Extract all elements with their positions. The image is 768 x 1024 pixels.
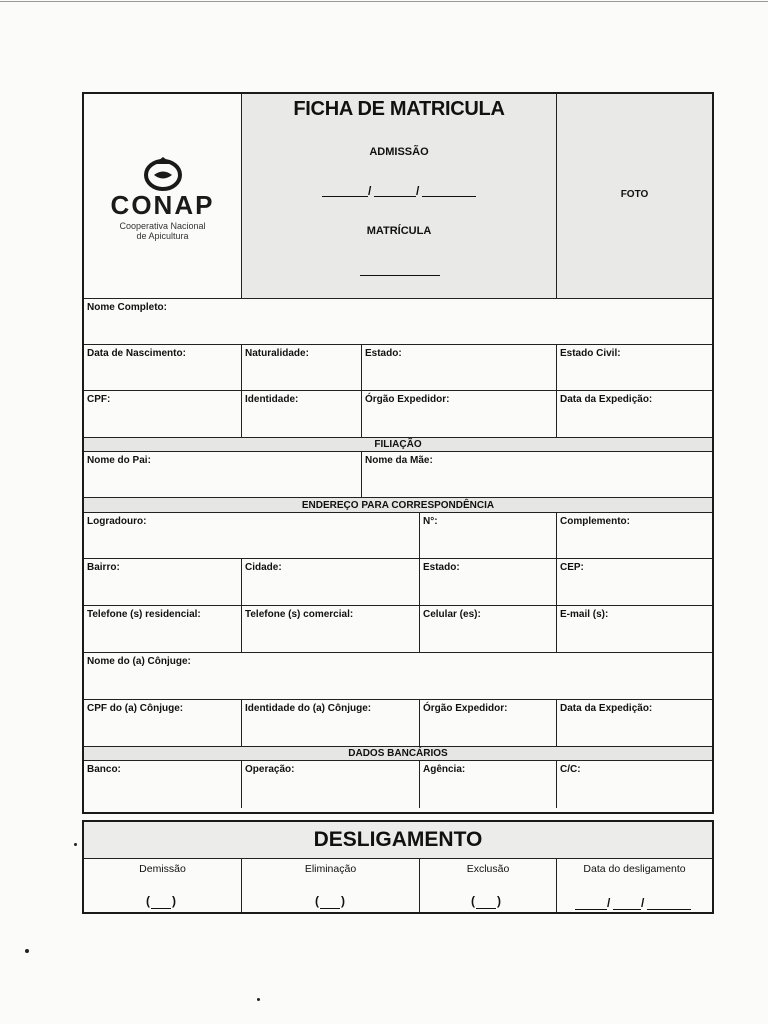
data-expedicao-field[interactable] (557, 391, 712, 438)
telefone-comercial-field[interactable] (242, 606, 420, 653)
conta-corrente-field[interactable] (557, 761, 712, 808)
exclusao-option[interactable] (420, 859, 557, 912)
telefone-residencial-field[interactable] (84, 606, 242, 653)
enrollment-form (82, 92, 714, 814)
numero-field[interactable] (420, 513, 557, 559)
conjuge-data-expedicao-field[interactable] (557, 700, 712, 747)
bairro-field[interactable] (84, 559, 242, 606)
date-slash: / (368, 184, 372, 198)
field-label: CPF: (87, 394, 111, 405)
dados-bancarios-header: DADOS BANCÁRIOS (84, 747, 712, 761)
field-label: Complemento: (560, 516, 630, 527)
option-label: Exclusão (466, 863, 510, 875)
field-label: Data da Expedição: (560, 703, 653, 714)
data-desligamento-field[interactable] (557, 859, 712, 912)
field-label: E-mail (s): (560, 609, 609, 620)
form-title: FICHA DE MATRICULA (293, 98, 505, 120)
logo-subtitle-1: Cooperativa Nacional (119, 221, 206, 231)
scan-speck (74, 843, 77, 846)
field-label: Banco: (87, 764, 121, 775)
banco-field[interactable] (84, 761, 242, 808)
field-label: Data de Nascimento: (87, 348, 186, 359)
option-label: Data do desligamento (583, 863, 686, 875)
logo-cell (84, 94, 242, 299)
field-label: Órgão Expedidor: (423, 703, 508, 714)
operacao-field[interactable] (242, 761, 420, 808)
date-slash: / (607, 896, 611, 910)
endereco-estado-field[interactable] (420, 559, 557, 606)
date-slash: / (641, 896, 645, 910)
conjuge-orgao-expedidor-field[interactable] (420, 700, 557, 747)
foto-label: FOTO (620, 189, 649, 200)
page-top-rule (0, 1, 768, 2)
conap-logo-icon (141, 154, 185, 192)
option-label: Demissão (139, 863, 186, 875)
scan-speck (257, 998, 260, 1001)
field-label: N°: (423, 516, 438, 527)
nome-mae-field[interactable] (362, 452, 712, 498)
identidade-conjuge-field[interactable] (242, 700, 420, 747)
agencia-field[interactable] (420, 761, 557, 808)
field-label: Telefone (s) comercial: (245, 609, 354, 620)
demissao-option[interactable] (84, 859, 242, 912)
naturalidade-field[interactable] (242, 345, 362, 391)
field-label: Estado Civil: (560, 348, 621, 359)
cidade-field[interactable] (242, 559, 420, 606)
logo-name: CONAP (110, 190, 215, 220)
field-label: Órgão Expedidor: (365, 394, 450, 405)
photo-cell (557, 94, 712, 299)
field-label: Logradouro: (87, 516, 147, 527)
field-label: Cidade: (245, 562, 282, 573)
logo-subtitle-2: de Apicultura (136, 231, 189, 241)
field-label: Celular (es): (423, 609, 481, 620)
desligamento-title: DESLIGAMENTO (84, 822, 712, 859)
field-label: Nome do (a) Cônjuge: (87, 656, 191, 667)
title-cell (242, 94, 557, 299)
endereco-header: ENDEREÇO PARA CORRESPONDÊNCIA (84, 498, 712, 513)
field-label: Bairro: (87, 562, 120, 573)
email-field[interactable] (557, 606, 712, 653)
cpf-conjuge-field[interactable] (84, 700, 242, 747)
logradouro-field[interactable] (84, 513, 420, 559)
field-label: Identidade do (a) Cônjuge: (245, 703, 372, 714)
matricula-label: MATRÍCULA (366, 225, 432, 237)
identidade-field[interactable] (242, 391, 362, 438)
checkbox-close: ) (172, 894, 176, 908)
checkbox-open: ( (471, 894, 475, 908)
desligamento-section (82, 820, 714, 914)
cep-field[interactable] (557, 559, 712, 606)
estado-field[interactable] (362, 345, 557, 391)
field-label: Agência: (423, 764, 466, 775)
field-label: Operação: (245, 764, 295, 775)
complemento-field[interactable] (557, 513, 712, 559)
field-label: Telefone (s) residencial: (87, 609, 201, 620)
checkbox-close: ) (497, 894, 501, 908)
field-label: Nome da Mãe: (365, 455, 433, 466)
conap-logo (84, 94, 241, 298)
scan-speck (25, 949, 29, 953)
field-label: Identidade: (245, 394, 299, 405)
orgao-expedidor-field[interactable] (362, 391, 557, 438)
date-slash: / (416, 184, 420, 198)
field-label: C/C: (560, 764, 581, 775)
nome-conjuge-field[interactable] (84, 653, 712, 700)
field-label: Estado: (365, 348, 402, 359)
field-label: CPF do (a) Cônjuge: (87, 703, 184, 714)
nome-completo-field[interactable] (84, 299, 712, 345)
field-label: Data da Expedição: (560, 394, 653, 405)
eliminacao-option[interactable] (242, 859, 420, 912)
option-label: Eliminação (304, 863, 357, 875)
matricula-field[interactable] (360, 275, 440, 276)
filiacao-header: FILIAÇÃO (84, 438, 712, 452)
field-label: Naturalidade: (245, 348, 309, 359)
estado-civil-field[interactable] (557, 345, 712, 391)
field-label: Nome do Pai: (87, 455, 151, 466)
field-label: Nome Completo: (87, 302, 167, 313)
nome-pai-field[interactable] (84, 452, 362, 498)
admissao-label: ADMISSÃO (369, 146, 429, 158)
celular-field[interactable] (420, 606, 557, 653)
data-nascimento-field[interactable] (84, 345, 242, 391)
checkbox-open: ( (146, 894, 150, 908)
checkbox-close: ) (341, 894, 345, 908)
field-label: CEP: (560, 562, 584, 573)
checkbox-open: ( (315, 894, 319, 908)
field-label: Estado: (423, 562, 460, 573)
cpf-field[interactable] (84, 391, 242, 438)
